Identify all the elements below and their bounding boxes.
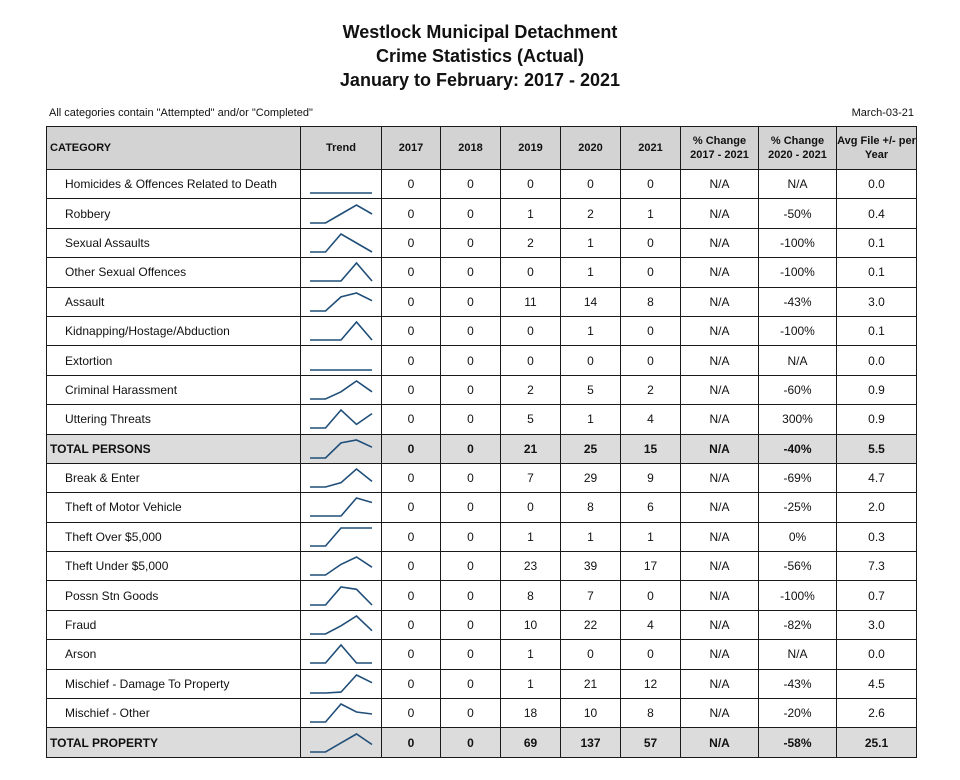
value-2019: 1 <box>501 522 561 551</box>
avg-file-per-year: 4.5 <box>837 669 917 698</box>
pct-change-2020-2021: -69% <box>759 463 837 492</box>
trend-sparkline <box>308 467 374 489</box>
avg-file-per-year: 0.1 <box>837 258 917 287</box>
value-2020: 1 <box>561 258 621 287</box>
pct-change-2020-2021: -25% <box>759 493 837 522</box>
category-name: Theft Over $5,000 <box>47 522 301 551</box>
pct-change-2017-2021: N/A <box>681 522 759 551</box>
trend-line <box>310 410 372 428</box>
trend-cell <box>301 199 382 228</box>
trend-cell <box>301 493 382 522</box>
table-row <box>47 346 917 375</box>
pct-change-2020-2021: -40% <box>759 434 837 463</box>
value-2021: 0 <box>621 640 681 669</box>
trend-line <box>310 234 372 252</box>
category-name: Homicides & Offences Related to Death <box>47 170 301 199</box>
value-2018: 0 <box>441 552 501 581</box>
value-2018: 0 <box>441 405 501 434</box>
value-2018: 0 <box>441 316 501 345</box>
value-2017: 0 <box>382 463 441 492</box>
pct-change-2020-2021: -100% <box>759 228 837 257</box>
value-2021: 0 <box>621 170 681 199</box>
value-2017: 0 <box>382 228 441 257</box>
value-2018: 0 <box>441 170 501 199</box>
category-name: TOTAL PROPERTY <box>47 728 301 757</box>
trend-line <box>310 557 372 575</box>
avg-file-per-year: 0.0 <box>837 346 917 375</box>
trend-sparkline <box>308 614 374 636</box>
value-2020: 1 <box>561 405 621 434</box>
trend-line <box>310 263 372 281</box>
value-2020: 1 <box>561 228 621 257</box>
value-2020: 7 <box>561 581 621 610</box>
pct-change-2017-2021: N/A <box>681 493 759 522</box>
report-title: Westlock Municipal Detachment <box>342 22 618 42</box>
pct-change-2017-2021: N/A <box>681 434 759 463</box>
table-row <box>47 228 917 257</box>
crime-statistics-table <box>46 126 917 758</box>
value-2018: 0 <box>441 463 501 492</box>
trend-line <box>310 704 372 722</box>
trend-cell <box>301 669 382 698</box>
value-2018: 0 <box>441 434 501 463</box>
trend-cell <box>301 463 382 492</box>
category-name: Kidnapping/Hostage/Abduction <box>47 316 301 345</box>
value-2019: 0 <box>501 170 561 199</box>
pct-change-2017-2021: N/A <box>681 228 759 257</box>
value-2017: 0 <box>382 434 441 463</box>
value-2017: 0 <box>382 405 441 434</box>
pct-change-2017-2021: N/A <box>681 669 759 698</box>
value-2017: 0 <box>382 258 441 287</box>
report-title-block <box>0 20 960 92</box>
table-row <box>47 287 917 316</box>
value-2018: 0 <box>441 375 501 404</box>
value-2018: 0 <box>441 728 501 757</box>
trend-cell <box>301 258 382 287</box>
pct-change-2017-2021: N/A <box>681 316 759 345</box>
value-2020: 0 <box>561 346 621 375</box>
avg-file-per-year: 4.7 <box>837 463 917 492</box>
avg-file-per-year: 0.3 <box>837 522 917 551</box>
trend-line <box>310 675 372 693</box>
pct-change-2017-2021: N/A <box>681 581 759 610</box>
value-2021: 0 <box>621 581 681 610</box>
trend-sparkline <box>308 673 374 695</box>
pct-change-2020-2021: N/A <box>759 346 837 375</box>
value-2019: 18 <box>501 699 561 728</box>
pct-change-2020-2021: -100% <box>759 258 837 287</box>
pct-change-2020-2021: -100% <box>759 581 837 610</box>
pct-change-2017-2021: N/A <box>681 287 759 316</box>
avg-file-per-year: 0.0 <box>837 170 917 199</box>
pct-change-2017-2021: N/A <box>681 258 759 287</box>
value-2020: 14 <box>561 287 621 316</box>
avg-file-per-year: 25.1 <box>837 728 917 757</box>
trend-line <box>310 205 372 223</box>
report-subtitle: Crime Statistics (Actual) <box>375 46 585 66</box>
table-row <box>47 669 917 698</box>
trend-cell <box>301 640 382 669</box>
pct-change-2017-2021: N/A <box>681 199 759 228</box>
trend-line <box>310 645 372 663</box>
trend-cell <box>301 287 382 316</box>
trend-sparkline <box>308 496 374 518</box>
value-2017: 0 <box>382 728 441 757</box>
value-2021: 0 <box>621 258 681 287</box>
pct-change-2020-2021: -50% <box>759 199 837 228</box>
value-2018: 0 <box>441 669 501 698</box>
category-name: Mischief - Other <box>47 699 301 728</box>
value-2021: 2 <box>621 375 681 404</box>
pct-change-2020-2021: -60% <box>759 375 837 404</box>
avg-file-per-year: 0.9 <box>837 405 917 434</box>
table-row <box>47 316 917 345</box>
pct-change-2020-2021: N/A <box>759 170 837 199</box>
column-header-2018: 2018 <box>441 127 501 170</box>
table-row <box>47 258 917 287</box>
value-2021: 8 <box>621 699 681 728</box>
trend-cell <box>301 228 382 257</box>
value-2017: 0 <box>382 287 441 316</box>
pct-change-2020-2021: -43% <box>759 669 837 698</box>
avg-file-per-year: 5.5 <box>837 434 917 463</box>
value-2021: 12 <box>621 669 681 698</box>
trend-sparkline <box>308 203 374 225</box>
value-2017: 0 <box>382 699 441 728</box>
trend-line <box>310 528 372 546</box>
value-2019: 23 <box>501 552 561 581</box>
value-2019: 1 <box>501 669 561 698</box>
pct-change-2020-2021: -58% <box>759 728 837 757</box>
value-2021: 1 <box>621 522 681 551</box>
categories-note: All categories contain "Attempted" and/or "Completed" <box>49 107 313 119</box>
trend-sparkline <box>308 585 374 607</box>
value-2019: 21 <box>501 434 561 463</box>
trend-cell <box>301 170 382 199</box>
value-2020: 8 <box>561 493 621 522</box>
total-row <box>47 434 917 463</box>
trend-line <box>310 322 372 340</box>
trend-line <box>310 498 372 516</box>
column-header-pct-change-2020-2021: % Change 2020 - 2021 <box>759 127 837 170</box>
category-name: TOTAL PERSONS <box>47 434 301 463</box>
category-name: Other Sexual Offences <box>47 258 301 287</box>
avg-file-per-year: 3.0 <box>837 610 917 639</box>
value-2020: 39 <box>561 552 621 581</box>
pct-change-2020-2021: -43% <box>759 287 837 316</box>
trend-cell <box>301 728 382 757</box>
category-name: Extortion <box>47 346 301 375</box>
value-2020: 0 <box>561 170 621 199</box>
value-2018: 0 <box>441 699 501 728</box>
value-2021: 0 <box>621 346 681 375</box>
trend-sparkline <box>308 702 374 724</box>
value-2020: 1 <box>561 316 621 345</box>
column-header-2017: 2017 <box>382 127 441 170</box>
value-2017: 0 <box>382 375 441 404</box>
pct-change-2017-2021: N/A <box>681 375 759 404</box>
value-2018: 0 <box>441 228 501 257</box>
value-2019: 0 <box>501 346 561 375</box>
report-period: January to February: 2017 - 2021 <box>339 70 621 90</box>
trend-sparkline <box>308 526 374 548</box>
trend-sparkline <box>308 408 374 430</box>
value-2021: 9 <box>621 463 681 492</box>
value-2020: 25 <box>561 434 621 463</box>
value-2017: 0 <box>382 610 441 639</box>
table-row <box>47 610 917 639</box>
table-row <box>47 552 917 581</box>
report-date: March-03-21 <box>851 107 914 119</box>
table-row <box>47 640 917 669</box>
trend-sparkline <box>308 261 374 283</box>
trend-cell <box>301 346 382 375</box>
value-2018: 0 <box>441 640 501 669</box>
trend-line <box>310 587 372 605</box>
value-2021: 6 <box>621 493 681 522</box>
value-2018: 0 <box>441 610 501 639</box>
column-header-avg-file: Avg File +/- per Year <box>837 127 917 170</box>
pct-change-2020-2021: -82% <box>759 610 837 639</box>
table-row <box>47 699 917 728</box>
avg-file-per-year: 0.9 <box>837 375 917 404</box>
value-2019: 7 <box>501 463 561 492</box>
value-2021: 17 <box>621 552 681 581</box>
table-row <box>47 405 917 434</box>
pct-change-2020-2021: 300% <box>759 405 837 434</box>
pct-change-2020-2021: -20% <box>759 699 837 728</box>
pct-change-2020-2021: -100% <box>759 316 837 345</box>
category-name: Arson <box>47 640 301 669</box>
value-2018: 0 <box>441 522 501 551</box>
avg-file-per-year: 2.0 <box>837 493 917 522</box>
column-header-2021: 2021 <box>621 127 681 170</box>
pct-change-2020-2021: N/A <box>759 640 837 669</box>
value-2018: 0 <box>441 346 501 375</box>
value-2019: 8 <box>501 581 561 610</box>
trend-sparkline <box>308 291 374 313</box>
value-2017: 0 <box>382 199 441 228</box>
trend-sparkline <box>308 320 374 342</box>
trend-line <box>310 469 372 487</box>
trend-cell <box>301 375 382 404</box>
column-header-2019: 2019 <box>501 127 561 170</box>
trend-line <box>310 293 372 311</box>
value-2021: 1 <box>621 199 681 228</box>
value-2017: 0 <box>382 522 441 551</box>
value-2017: 0 <box>382 669 441 698</box>
value-2020: 0 <box>561 640 621 669</box>
value-2021: 0 <box>621 316 681 345</box>
value-2019: 0 <box>501 258 561 287</box>
value-2017: 0 <box>382 640 441 669</box>
value-2019: 1 <box>501 640 561 669</box>
category-name: Fraud <box>47 610 301 639</box>
value-2020: 22 <box>561 610 621 639</box>
avg-file-per-year: 2.6 <box>837 699 917 728</box>
column-header-category: CATEGORY <box>47 127 301 170</box>
avg-file-per-year: 0.1 <box>837 228 917 257</box>
pct-change-2017-2021: N/A <box>681 170 759 199</box>
value-2018: 0 <box>441 287 501 316</box>
table-row <box>47 581 917 610</box>
value-2020: 5 <box>561 375 621 404</box>
pct-change-2017-2021: N/A <box>681 610 759 639</box>
table-row <box>47 199 917 228</box>
column-header-pct-change-2017-2021: % Change 2017 - 2021 <box>681 127 759 170</box>
trend-sparkline <box>308 379 374 401</box>
category-name: Break & Enter <box>47 463 301 492</box>
value-2017: 0 <box>382 581 441 610</box>
value-2017: 0 <box>382 552 441 581</box>
trend-cell <box>301 434 382 463</box>
trend-line <box>310 734 372 752</box>
category-name: Robbery <box>47 199 301 228</box>
table-row <box>47 375 917 404</box>
trend-cell <box>301 405 382 434</box>
pct-change-2017-2021: N/A <box>681 463 759 492</box>
trend-cell <box>301 699 382 728</box>
avg-file-per-year: 3.0 <box>837 287 917 316</box>
value-2019: 10 <box>501 610 561 639</box>
trend-line <box>310 616 372 634</box>
trend-sparkline <box>308 732 374 754</box>
total-row <box>47 728 917 757</box>
table-body <box>47 170 917 758</box>
value-2019: 0 <box>501 493 561 522</box>
pct-change-2017-2021: N/A <box>681 640 759 669</box>
pct-change-2017-2021: N/A <box>681 699 759 728</box>
pct-change-2020-2021: 0% <box>759 522 837 551</box>
trend-sparkline <box>308 173 374 195</box>
category-name: Assault <box>47 287 301 316</box>
table-row <box>47 493 917 522</box>
value-2021: 57 <box>621 728 681 757</box>
value-2018: 0 <box>441 493 501 522</box>
trend-cell <box>301 552 382 581</box>
pct-change-2017-2021: N/A <box>681 552 759 581</box>
value-2020: 21 <box>561 669 621 698</box>
trend-sparkline <box>308 232 374 254</box>
trend-sparkline <box>308 350 374 372</box>
category-name: Possn Stn Goods <box>47 581 301 610</box>
trend-cell <box>301 610 382 639</box>
value-2021: 8 <box>621 287 681 316</box>
pct-change-2017-2021: N/A <box>681 728 759 757</box>
category-name: Sexual Assaults <box>47 228 301 257</box>
value-2020: 137 <box>561 728 621 757</box>
trend-line <box>310 440 372 458</box>
avg-file-per-year: 0.7 <box>837 581 917 610</box>
value-2020: 2 <box>561 199 621 228</box>
value-2018: 0 <box>441 581 501 610</box>
value-2019: 69 <box>501 728 561 757</box>
value-2019: 1 <box>501 199 561 228</box>
value-2020: 1 <box>561 522 621 551</box>
category-name: Mischief - Damage To Property <box>47 669 301 698</box>
avg-file-per-year: 0.0 <box>837 640 917 669</box>
table-row <box>47 463 917 492</box>
column-header-trend: Trend <box>301 127 382 170</box>
table-row <box>47 170 917 199</box>
trend-cell <box>301 522 382 551</box>
avg-file-per-year: 7.3 <box>837 552 917 581</box>
value-2020: 29 <box>561 463 621 492</box>
value-2018: 0 <box>441 199 501 228</box>
trend-sparkline <box>308 555 374 577</box>
value-2021: 4 <box>621 405 681 434</box>
pct-change-2020-2021: -56% <box>759 552 837 581</box>
avg-file-per-year: 0.4 <box>837 199 917 228</box>
category-name: Uttering Threats <box>47 405 301 434</box>
pct-change-2017-2021: N/A <box>681 346 759 375</box>
category-name: Theft of Motor Vehicle <box>47 493 301 522</box>
trend-cell <box>301 581 382 610</box>
trend-cell <box>301 316 382 345</box>
table-header-row <box>47 127 917 170</box>
value-2017: 0 <box>382 170 441 199</box>
value-2019: 11 <box>501 287 561 316</box>
trend-line <box>310 381 372 399</box>
value-2017: 0 <box>382 493 441 522</box>
category-name: Criminal Harassment <box>47 375 301 404</box>
category-name: Theft Under $5,000 <box>47 552 301 581</box>
value-2018: 0 <box>441 258 501 287</box>
value-2019: 0 <box>501 316 561 345</box>
value-2020: 10 <box>561 699 621 728</box>
avg-file-per-year: 0.1 <box>837 316 917 345</box>
table-row <box>47 522 917 551</box>
value-2021: 4 <box>621 610 681 639</box>
value-2017: 0 <box>382 346 441 375</box>
value-2017: 0 <box>382 316 441 345</box>
value-2019: 2 <box>501 375 561 404</box>
value-2019: 5 <box>501 405 561 434</box>
pct-change-2017-2021: N/A <box>681 405 759 434</box>
trend-sparkline <box>308 438 374 460</box>
trend-sparkline <box>308 643 374 665</box>
value-2021: 15 <box>621 434 681 463</box>
column-header-2020: 2020 <box>561 127 621 170</box>
value-2021: 0 <box>621 228 681 257</box>
value-2019: 2 <box>501 228 561 257</box>
